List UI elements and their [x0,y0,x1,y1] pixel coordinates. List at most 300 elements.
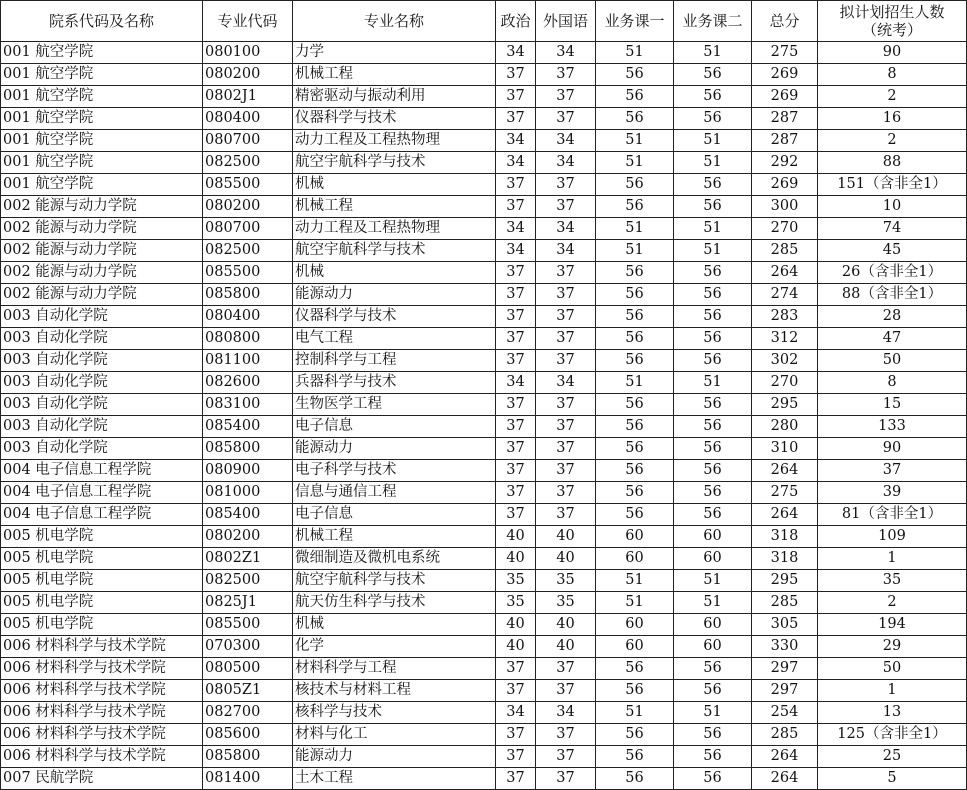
cell-total: 297 [752,680,818,702]
cell-dept: 003 自动化学院 [1,328,203,350]
cell-course1: 56 [596,724,674,746]
table-row [1,504,967,526]
cell-course2: 56 [674,262,752,284]
cell-foreign: 37 [536,196,596,218]
cell-code: 082500 [203,570,293,592]
cell-course2: 51 [674,570,752,592]
cell-total: 310 [752,438,818,460]
cell-course1: 56 [596,460,674,482]
cell-foreign: 37 [536,86,596,108]
cell-politics: 37 [496,306,536,328]
cell-course1: 56 [596,438,674,460]
cell-plan: 26（含非全1） [818,262,967,284]
cell-major: 核技术与材料工程 [293,680,496,702]
header-politics: 政治 [496,1,536,42]
cell-politics: 40 [496,636,536,658]
cell-foreign: 34 [536,240,596,262]
table-row [1,64,967,86]
cell-major: 生物医学工程 [293,394,496,416]
cell-course2: 56 [674,328,752,350]
cell-plan: 1 [818,680,967,702]
cell-code: 0802J1 [203,86,293,108]
cell-politics: 34 [496,702,536,724]
cell-foreign: 40 [536,548,596,570]
cell-dept: 001 航空学院 [1,64,203,86]
cell-foreign: 34 [536,218,596,240]
cell-code: 080900 [203,460,293,482]
cell-major: 核科学与技术 [293,702,496,724]
cell-dept: 005 机电学院 [1,592,203,614]
cell-major: 机械 [293,262,496,284]
cell-major: 动力工程及工程热物理 [293,130,496,152]
cell-politics: 40 [496,548,536,570]
cell-politics: 40 [496,526,536,548]
cell-code: 085500 [203,614,293,636]
cell-course2: 60 [674,526,752,548]
cell-code: 085800 [203,284,293,306]
cell-course2: 56 [674,394,752,416]
cell-plan: 28 [818,306,967,328]
cell-plan: 37 [818,460,967,482]
cell-plan: 1 [818,548,967,570]
cell-course1: 60 [596,636,674,658]
cell-dept: 005 机电学院 [1,526,203,548]
header-dept: 院系代码及名称 [1,1,203,42]
cell-foreign: 37 [536,658,596,680]
cell-dept: 002 能源与动力学院 [1,284,203,306]
cell-politics: 37 [496,504,536,526]
cell-code: 085400 [203,504,293,526]
cell-dept: 002 能源与动力学院 [1,196,203,218]
cell-politics: 35 [496,592,536,614]
header-major: 专业名称 [293,1,496,42]
cell-major: 航空宇航科学与技术 [293,240,496,262]
cell-major: 信息与通信工程 [293,482,496,504]
cell-code: 080200 [203,526,293,548]
table-row [1,328,967,350]
cell-total: 297 [752,658,818,680]
cell-course1: 56 [596,86,674,108]
cell-plan: 133 [818,416,967,438]
cell-course2: 56 [674,174,752,196]
cell-code: 0805Z1 [203,680,293,702]
cell-course2: 51 [674,702,752,724]
cell-total: 264 [752,746,818,768]
cell-dept: 005 机电学院 [1,614,203,636]
cell-total: 285 [752,592,818,614]
cell-course2: 56 [674,306,752,328]
cell-major: 电子科学与技术 [293,460,496,482]
cell-course1: 56 [596,746,674,768]
cell-code: 080100 [203,42,293,64]
cell-course2: 60 [674,636,752,658]
cell-politics: 34 [496,152,536,174]
cell-course1: 60 [596,614,674,636]
table-row [1,724,967,746]
cell-plan: 47 [818,328,967,350]
cell-total: 264 [752,262,818,284]
cell-foreign: 37 [536,262,596,284]
cell-course2: 56 [674,658,752,680]
cell-total: 264 [752,460,818,482]
cell-plan: 35 [818,570,967,592]
cell-dept: 001 航空学院 [1,130,203,152]
cell-foreign: 35 [536,592,596,614]
table-row [1,372,967,394]
cell-code: 085800 [203,746,293,768]
cell-plan: 8 [818,372,967,394]
cell-plan: 5 [818,768,967,790]
cell-plan: 90 [818,42,967,64]
header-total: 总分 [752,1,818,42]
cell-total: 318 [752,548,818,570]
cell-course1: 51 [596,218,674,240]
cell-code: 080500 [203,658,293,680]
cell-course1: 56 [596,416,674,438]
cell-foreign: 37 [536,460,596,482]
cell-code: 080400 [203,306,293,328]
cell-foreign: 37 [536,328,596,350]
cell-major: 能源动力 [293,746,496,768]
cell-politics: 37 [496,86,536,108]
cell-major: 仪器科学与技术 [293,108,496,130]
cell-code: 085800 [203,438,293,460]
cell-course2: 56 [674,504,752,526]
header-plan-line1: 拟计划招生人数 [839,3,945,21]
cell-major: 航空宇航科学与技术 [293,570,496,592]
cell-plan: 15 [818,394,967,416]
table-row [1,438,967,460]
cell-code: 083100 [203,394,293,416]
cell-course2: 56 [674,768,752,790]
header-row [1,1,967,42]
table-row [1,130,967,152]
cell-course2: 51 [674,592,752,614]
cell-major: 机械 [293,614,496,636]
table-row [1,548,967,570]
table-row [1,108,967,130]
cell-course2: 51 [674,130,752,152]
cell-politics: 37 [496,658,536,680]
table-row [1,350,967,372]
cell-major: 电子信息 [293,416,496,438]
cell-course1: 56 [596,350,674,372]
cell-dept: 005 机电学院 [1,548,203,570]
cell-plan: 50 [818,658,967,680]
cell-course2: 56 [674,64,752,86]
cell-foreign: 37 [536,438,596,460]
cell-dept: 004 电子信息工程学院 [1,504,203,526]
cell-major: 能源动力 [293,284,496,306]
cell-dept: 002 能源与动力学院 [1,262,203,284]
cell-politics: 37 [496,196,536,218]
table-row [1,196,967,218]
cell-dept: 006 材料科学与技术学院 [1,702,203,724]
cell-total: 264 [752,504,818,526]
cell-total: 254 [752,702,818,724]
cell-politics: 37 [496,394,536,416]
cell-course1: 56 [596,504,674,526]
table-row [1,702,967,724]
cell-course1: 56 [596,262,674,284]
cell-politics: 37 [496,438,536,460]
cell-major: 动力工程及工程热物理 [293,218,496,240]
cell-plan: 194 [818,614,967,636]
cell-total: 285 [752,240,818,262]
cell-course1: 56 [596,284,674,306]
cell-course1: 56 [596,328,674,350]
cell-course2: 56 [674,284,752,306]
cell-major: 航空宇航科学与技术 [293,152,496,174]
cell-major: 机械 [293,174,496,196]
cell-course1: 60 [596,548,674,570]
cell-course1: 56 [596,174,674,196]
cell-total: 283 [752,306,818,328]
cell-total: 300 [752,196,818,218]
cell-total: 264 [752,768,818,790]
cell-course1: 51 [596,702,674,724]
cell-foreign: 37 [536,64,596,86]
cell-total: 305 [752,614,818,636]
cell-foreign: 37 [536,350,596,372]
cell-total: 275 [752,482,818,504]
cell-course2: 56 [674,680,752,702]
cell-major: 材料科学与工程 [293,658,496,680]
cell-plan: 90 [818,438,967,460]
cell-foreign: 37 [536,284,596,306]
cell-politics: 34 [496,42,536,64]
table-row [1,218,967,240]
table-row [1,240,967,262]
cell-foreign: 34 [536,130,596,152]
cell-dept: 006 材料科学与技术学院 [1,680,203,702]
cell-politics: 34 [496,218,536,240]
cell-foreign: 37 [536,768,596,790]
cell-total: 269 [752,174,818,196]
cell-plan: 88（含非全1） [818,284,967,306]
cell-course2: 56 [674,482,752,504]
cell-total: 312 [752,328,818,350]
cell-major: 机械工程 [293,196,496,218]
cell-politics: 37 [496,174,536,196]
cell-course2: 51 [674,218,752,240]
cell-code: 080200 [203,64,293,86]
cell-dept: 006 材料科学与技术学院 [1,746,203,768]
cell-foreign: 37 [536,504,596,526]
cell-course1: 56 [596,680,674,702]
cell-foreign: 37 [536,482,596,504]
cell-dept: 003 自动化学院 [1,306,203,328]
cell-dept: 003 自动化学院 [1,372,203,394]
header-foreign: 外国语 [536,1,596,42]
cell-course2: 51 [674,42,752,64]
cell-dept: 006 材料科学与技术学院 [1,724,203,746]
cell-politics: 37 [496,680,536,702]
cell-foreign: 37 [536,680,596,702]
cell-code: 080400 [203,108,293,130]
cell-plan: 16 [818,108,967,130]
cell-foreign: 37 [536,746,596,768]
header-plan-line2: （统考） [861,21,922,39]
cell-total: 285 [752,724,818,746]
cell-code: 080700 [203,218,293,240]
cell-code: 085600 [203,724,293,746]
cell-politics: 35 [496,570,536,592]
cell-major: 精密驱动与振动利用 [293,86,496,108]
table-row [1,570,967,592]
table-row [1,86,967,108]
cell-dept: 002 能源与动力学院 [1,240,203,262]
cell-plan: 2 [818,86,967,108]
cell-course1: 51 [596,592,674,614]
cell-major: 仪器科学与技术 [293,306,496,328]
cell-course1: 56 [596,482,674,504]
cell-total: 274 [752,284,818,306]
table-row [1,680,967,702]
table-row [1,152,967,174]
cell-code: 085400 [203,416,293,438]
table-row [1,174,967,196]
cell-politics: 34 [496,130,536,152]
table-row [1,636,967,658]
cell-total: 287 [752,108,818,130]
cell-dept: 001 航空学院 [1,86,203,108]
cell-politics: 34 [496,372,536,394]
cell-code: 085500 [203,262,293,284]
cell-course1: 51 [596,240,674,262]
cell-plan: 10 [818,196,967,218]
cell-total: 330 [752,636,818,658]
table-row [1,768,967,790]
table-row [1,746,967,768]
cell-politics: 37 [496,746,536,768]
cell-course2: 60 [674,548,752,570]
cell-total: 270 [752,218,818,240]
cell-course2: 51 [674,372,752,394]
cell-plan: 74 [818,218,967,240]
cell-foreign: 34 [536,702,596,724]
cell-dept: 004 电子信息工程学院 [1,482,203,504]
cell-course2: 56 [674,438,752,460]
cell-plan: 50 [818,350,967,372]
cell-dept: 007 民航学院 [1,768,203,790]
cell-course1: 56 [596,196,674,218]
cell-plan: 13 [818,702,967,724]
cell-plan: 109 [818,526,967,548]
cell-foreign: 34 [536,152,596,174]
cell-total: 295 [752,570,818,592]
table-row [1,416,967,438]
cell-course2: 56 [674,416,752,438]
cell-course2: 56 [674,460,752,482]
cell-course2: 56 [674,724,752,746]
cell-plan: 88 [818,152,967,174]
table-row [1,658,967,680]
cell-major: 力学 [293,42,496,64]
cell-plan: 2 [818,592,967,614]
table-body [1,42,967,790]
cell-major: 机械工程 [293,526,496,548]
cell-major: 机械工程 [293,64,496,86]
cell-politics: 37 [496,284,536,306]
table-row [1,482,967,504]
cell-dept: 001 航空学院 [1,152,203,174]
cell-total: 287 [752,130,818,152]
cell-code: 085500 [203,174,293,196]
cell-dept: 001 航空学院 [1,108,203,130]
cell-foreign: 40 [536,526,596,548]
cell-politics: 37 [496,350,536,372]
cell-major: 材料与化工 [293,724,496,746]
cell-major: 微细制造及微机电系统 [293,548,496,570]
cell-major: 兵器科学与技术 [293,372,496,394]
cell-major: 能源动力 [293,438,496,460]
cell-code: 081000 [203,482,293,504]
cell-politics: 37 [496,64,536,86]
cell-total: 318 [752,526,818,548]
table-row [1,614,967,636]
cell-code: 082700 [203,702,293,724]
cell-code: 070300 [203,636,293,658]
cell-course2: 56 [674,196,752,218]
cell-code: 0802Z1 [203,548,293,570]
cell-code: 080200 [203,196,293,218]
cell-course2: 56 [674,108,752,130]
cell-course1: 56 [596,394,674,416]
cell-dept: 004 电子信息工程学院 [1,460,203,482]
cell-foreign: 35 [536,570,596,592]
cell-plan: 2 [818,130,967,152]
cell-total: 292 [752,152,818,174]
cell-course1: 51 [596,372,674,394]
table-row [1,306,967,328]
cell-code: 081400 [203,768,293,790]
cell-dept: 001 航空学院 [1,42,203,64]
cell-course1: 51 [596,570,674,592]
cell-major: 电子信息 [293,504,496,526]
cell-foreign: 37 [536,108,596,130]
cell-course2: 56 [674,86,752,108]
cell-major: 土木工程 [293,768,496,790]
cell-foreign: 40 [536,614,596,636]
table-row [1,394,967,416]
cell-dept: 003 自动化学院 [1,438,203,460]
cell-code: 080800 [203,328,293,350]
cell-course2: 51 [674,240,752,262]
cell-course1: 56 [596,306,674,328]
cell-major: 航天仿生科学与技术 [293,592,496,614]
cell-course1: 60 [596,526,674,548]
cell-foreign: 40 [536,636,596,658]
cell-foreign: 37 [536,416,596,438]
cell-dept: 003 自动化学院 [1,350,203,372]
cell-plan: 151（含非全1） [818,174,967,196]
cell-code: 0825J1 [203,592,293,614]
cell-course1: 56 [596,658,674,680]
cell-major: 控制科学与工程 [293,350,496,372]
cell-foreign: 37 [536,724,596,746]
cell-foreign: 37 [536,306,596,328]
cell-politics: 37 [496,108,536,130]
cell-plan: 29 [818,636,967,658]
cell-dept: 005 机电学院 [1,570,203,592]
cell-course2: 60 [674,614,752,636]
cell-dept: 006 材料科学与技术学院 [1,636,203,658]
cell-politics: 37 [496,328,536,350]
cell-politics: 37 [496,482,536,504]
cell-major: 化学 [293,636,496,658]
cell-dept: 001 航空学院 [1,174,203,196]
